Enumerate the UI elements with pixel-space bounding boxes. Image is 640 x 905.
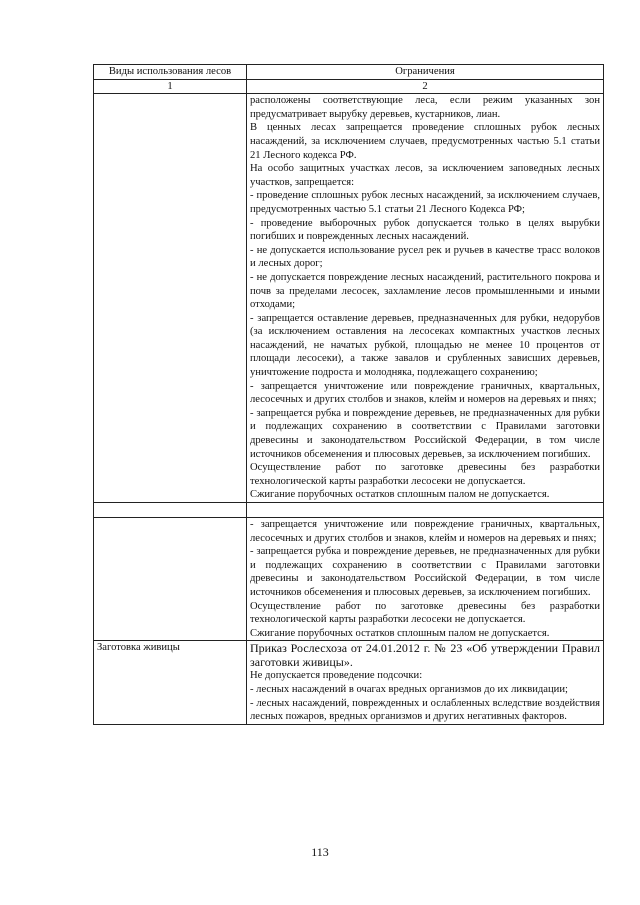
paragraph: Осуществление работ по заготовке древесины без разработки технологической карты разработки лесосеки не допускается. xyxy=(250,600,600,626)
paragraph: Сжигание порубочных остатков сплошным палом не допускается. xyxy=(250,627,550,639)
page-number: 113 xyxy=(311,845,329,859)
restrictions-table xyxy=(93,64,604,725)
row-content xyxy=(247,94,604,503)
row-label xyxy=(94,518,247,641)
paragraph: - проведение сплошных рубок лесных насаждений, за исключением случаев, предусмотренных частью 5.1 статьи 21 Лесного Кодекса РФ; xyxy=(250,190,600,215)
paragraph: На особо защитных участках лесов, за исключением заповедных лесных участков, запрещается: xyxy=(250,163,600,188)
paragraph: - лесных насаждений в очагах вредных организмов до их ликвидации; xyxy=(250,683,568,695)
row-content xyxy=(247,518,604,641)
paragraph: - лесных насаждений, поврежденных и ослабленных вследствие воздействия лесных пожаров, вредных организмов и других негативных факторов. xyxy=(250,697,600,723)
row-label-resin-tapping: Заготовка живицы xyxy=(94,641,247,724)
table-row xyxy=(94,641,604,724)
header-col2: Ограничения xyxy=(247,65,604,80)
paragraph: - проведение выборочных рубок допускается только в целях вырубки погибших и поврежденных лесных насаждений. xyxy=(250,217,600,243)
table-row-empty xyxy=(94,503,604,518)
table-row xyxy=(94,94,604,503)
paragraph: - не допускается повреждение лесных насаждений, растительного покрова и почв за пределами лесосек, захламление лесов промышленными и иными отходами; xyxy=(250,271,600,311)
column-number-row xyxy=(94,79,604,94)
paragraph: - запрещается уничтожение или повреждение граничных, квартальных, лесосечных и других столбов и знаков, клейм и номеров на деревьях и пнях; xyxy=(250,519,600,544)
paragraph: - запрещается рубка и повреждение деревьев, не предназначенных для рубки и подлежащих сохранению в соответствии с Правилами заготовки древесины и законодательством Российской Федерации, в том числе источников обсеменения и плюсовых деревьев, за исключением погибших. xyxy=(250,546,600,598)
paragraph: - не допускается использование русел рек и ручьев в качестве трасс волоков и лесных дорог; xyxy=(250,244,600,270)
paragraph: - запрещается рубка и повреждение деревьев, не предназначенных для рубки и подлежащих сохранению в соответствии с Правилами заготовки древесины и законодательством Российской Федерации, в том числе источников обсеменения и плюсовых деревьев, за исключением погибших. xyxy=(250,407,600,460)
paragraph: Осуществление работ по заготовке древесины без разработки технологической карты разработки лесосеки не допускается. xyxy=(250,462,600,487)
header-col1: Виды использования лесов xyxy=(94,65,247,80)
paragraph: расположены соответствующие леса, если режим указанных зон предусматривает вырубку деревьев, кустарников, лиан. xyxy=(250,95,600,120)
col2-number: 2 xyxy=(247,79,604,94)
paragraph: Не допускается проведение подсочки: xyxy=(250,670,423,682)
table-row xyxy=(94,518,604,641)
paragraph: - запрещается оставление деревьев, предназначенных для рубки, недорубов (за исключением оставления на лесосеках компактных участков лесных насаждений, не начатых рубкой, площадью не менее 10 процентов от площади лесосеки), а также завалов и срубленных зависших деревьев, уничтожение подроста и молодняка, подлежащего сохранению; xyxy=(250,312,600,379)
col1-number: 1 xyxy=(94,79,247,94)
paragraph-lead: Приказ Рослесхоза от 24.01.2012 г. № 23 «Об утверждении Правил заготовки живицы». xyxy=(250,641,600,670)
paragraph: В ценных лесах запрещается проведение сплошных рубок лесных насаждений, за исключением случаев, предусмотренных частью 5.1 статьи 21 Лесного кодекса РФ. xyxy=(250,122,600,161)
row-content xyxy=(247,641,604,724)
row-label xyxy=(94,94,247,503)
paragraph: - запрещается уничтожение или повреждение граничных, квартальных, лесосечных и других столбов и знаков, клейм и номеров на деревьях и пнях; xyxy=(250,380,600,406)
table-header-row xyxy=(94,65,604,80)
paragraph: Сжигание порубочных остатков сплошным палом не допускается. xyxy=(250,489,550,501)
